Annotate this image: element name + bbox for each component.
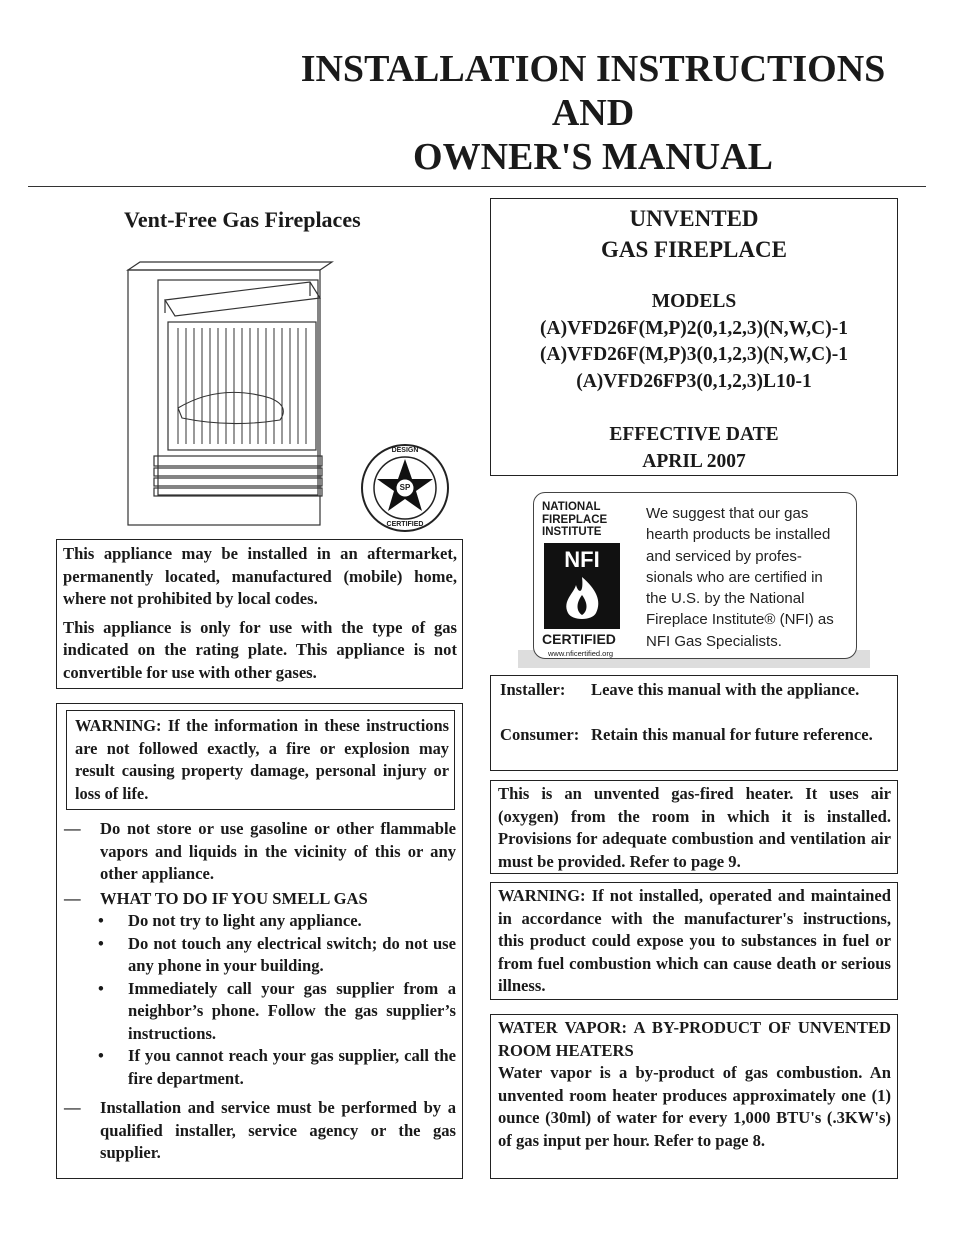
water-vapor-text: Water vapor is a by-product of gas combustion. An unvented room heater produces approximately one (1) ounce (30ml) of water for every 1,000 BTU's (.3KW's) of gas input per hour. Refer to page 8. (498, 1063, 891, 1150)
model-number: (A)VFD26F(M,P)2(0,1,2,3)(N,W,C)-1 (540, 317, 848, 339)
product-subtitle: Vent-Free Gas Fireplaces (124, 207, 361, 232)
seal-bottom-text: CERTIFIED (386, 521, 424, 528)
models-label: MODELS (651, 291, 737, 312)
fireplace-illustration (120, 258, 340, 528)
bullet-item: • If you cannot reach your gas supplier, call the fire department. (98, 1046, 456, 1088)
chemical-warning-box (490, 882, 898, 1000)
notice-paragraph-2: This appliance is only for use with the type of gas indicated on the rating plate. This appliance is not convertible for use with other gases. (63, 617, 457, 682)
model-number: (A)VFD26FP3(0,1,2,3)L10-1 (576, 370, 812, 392)
fire-warning-box (56, 703, 463, 1179)
notice-paragraph-1: This appliance may be installed in an aftermarket, permanently located, manufactured (mobile) home, where not prohibited by local codes. (63, 544, 457, 608)
unvented-notice-box (490, 780, 898, 874)
fire-warning-text: WARNING: If the information in these instructions are not followed exactly, a fire or explosion may result causing property damage, personal injury or loss of life. (75, 716, 449, 803)
gas-safety-list (64, 818, 456, 1165)
model-number: (A)VFD26F(M,P)3(0,1,2,3)(N,W,C)-1 (540, 344, 848, 365)
model-info-box (490, 198, 898, 476)
effective-date-label: EFFECTIVE DATE (609, 424, 779, 445)
unvented-notice-text: This is an unvented gas-fired heater. It uses air (oxygen) from the room in which it is installed. Provisions for adequate combustion and ventilation air must be provided. Refer to page 9. (498, 784, 891, 871)
installer-consumer-box (490, 675, 898, 771)
title-line-3: OWNER'S MANUAL (413, 136, 773, 178)
bullet-item: • Do not touch any electrical switch; do not use any phone in your building. (98, 933, 456, 975)
consumer-label: Consumer: (500, 725, 580, 744)
title-line-2: AND (551, 92, 635, 134)
fire-warning-inner (66, 710, 455, 810)
nfi-certified-label: CERTIFIED (542, 631, 616, 647)
seal-center-text: SP (399, 483, 411, 492)
list-item: — Installation and service must be performed by a qualified installer, service agency or the gas supplier. (64, 1098, 456, 1162)
nfi-recommendation-text: We suggest that our gas hearth products be installed and serviced by profes- sionals who are certified in the U.S. by the National Fireplace Institute® (NFI) as NFI Gas Specialists. (646, 505, 834, 650)
list-item: — Do not store or use gasoline or other flammable vapors and liquids in the vicinity of this or any other appliance. (64, 819, 456, 883)
nfi-logo: NATIONAL FIREPLACE INSTITUTE NFI CERTIFIED www.nficertified.org (542, 501, 634, 653)
seal-top-text: DESIGN (391, 447, 419, 454)
heading-gas-fireplace: GAS FIREPLACE (601, 237, 787, 262)
nfi-url: www.nficertified.org (548, 649, 614, 658)
title-line-1: INSTALLATION INSTRUCTIONS (300, 48, 886, 90)
installer-text: Leave this manual with the appliance. (591, 680, 860, 699)
design-certified-seal (360, 443, 450, 533)
chemical-warning-text: WARNING: If not installed, operated and maintained in accordance with the manufacturer's instructions, this product could expose you to substances in fuel or from fuel combustion which can cause death or serious illness. (498, 886, 891, 995)
nfi-flame-icon: NFI (544, 543, 620, 629)
header-rule (28, 186, 926, 187)
heading-unvented: UNVENTED (629, 206, 759, 231)
effective-date: APRIL 2007 (642, 450, 746, 472)
bullet-item: • Do not try to light any appliance. (98, 911, 362, 930)
consumer-text: Retain this manual for future reference. (591, 725, 873, 744)
nfi-certification-block (533, 492, 857, 659)
bullet-item: • Immediately call your gas supplier from a neighbor’s phone. Follow the gas supplier’s instructions. (98, 978, 456, 1043)
water-vapor-heading: WATER VAPOR: A BY-PRODUCT OF UNVENTED ROOM HEATERS (498, 1018, 891, 1060)
installation-notice-box (56, 539, 463, 689)
page-title (200, 47, 954, 179)
water-vapor-box (490, 1014, 898, 1179)
list-item: — WHAT TO DO IF YOU SMELL GAS (64, 888, 368, 908)
installer-label: Installer: (500, 680, 566, 699)
